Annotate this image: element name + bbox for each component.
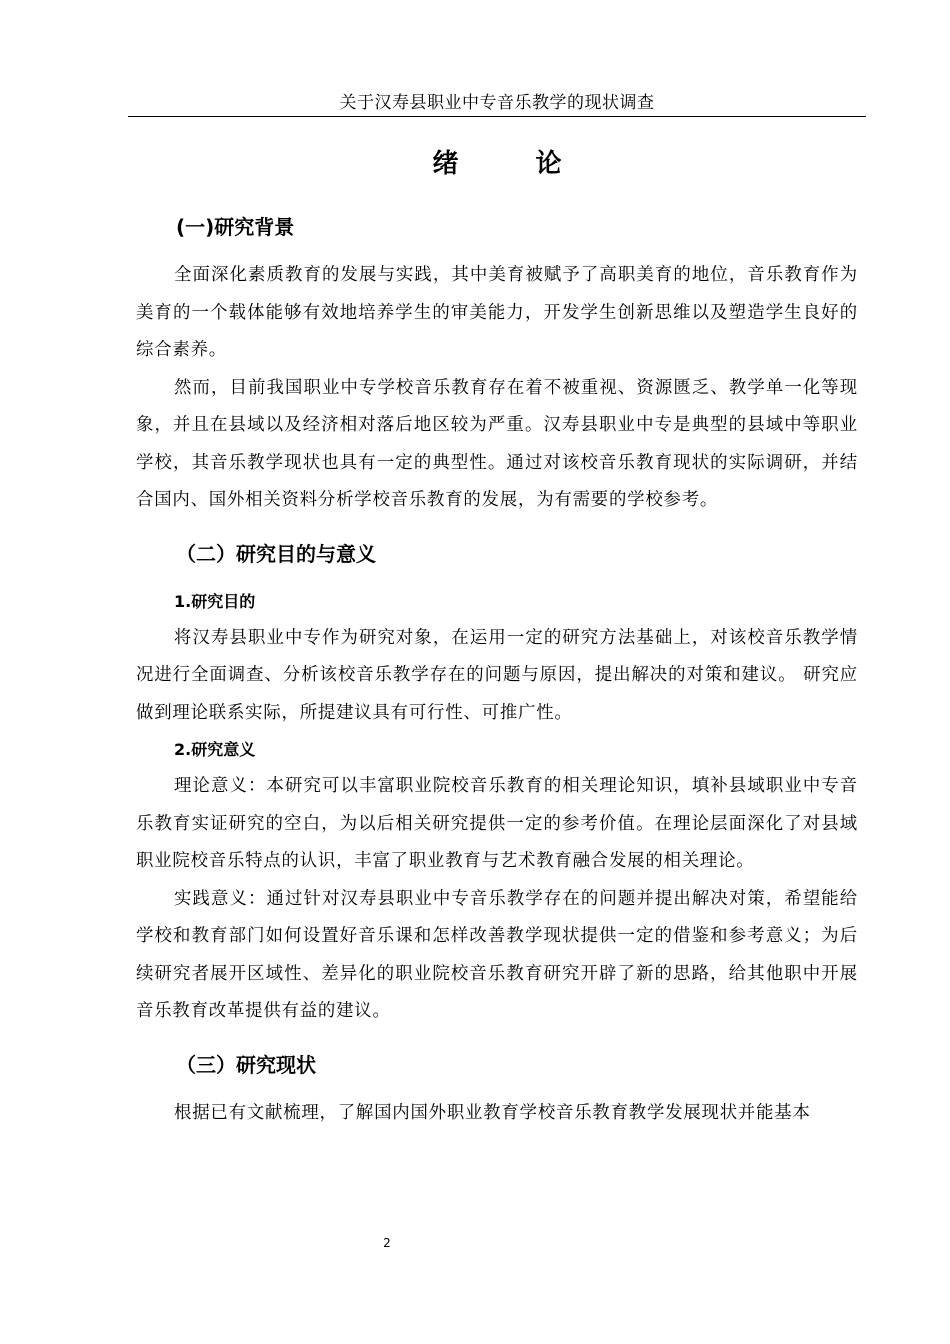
page-number: 2: [383, 1236, 391, 1250]
running-header: 关于汉寿县职业中专音乐教学的现状调查: [339, 93, 655, 113]
document-body: [136, 207, 858, 1132]
paragraph-research-purpose: 将汉寿县职业中专作为研究对象，在运用一定的研究方法基础上，对该校音乐教学情况进行全面调查、分析该校音乐教学存在的问题与原因，提出解决的对策和建议。 研究应做到理论联系实际，所提建议具有可行性、可推广性。: [136, 627, 858, 723]
section-heading-background: (一)研究背景: [176, 215, 295, 239]
paragraph-practical-significance: 实践意义：通过针对汉寿县职业中专音乐教学存在的问题并提出解决对策，希望能给学校和教育部门如何设置好音乐课和怎样改善教学现状提供一定的借鉴和参考意义；为后续研究者展开区域性、差异化的职业院校音乐教育研究开辟了新的思路，给其他职中开展音乐教育改革提供有益的建议。: [136, 888, 858, 1021]
subheading-research-significance: 2.研究意义: [174, 740, 256, 759]
chapter-title: 绪 论: [432, 149, 596, 179]
paragraph-research-status: 根据已有文献梳理，了解国内国外职业教育学校音乐教育教学发展现状并能基本: [174, 1102, 811, 1123]
header-rule: [128, 116, 866, 117]
section-heading-status: （三）研究现状: [176, 1052, 316, 1077]
paragraph-background-1: 全面深化素质教育的发展与实践，其中美育被赋予了高职美育的地位，音乐教育作为美育的一个载体能够有效地培养学生的审美能力，开发学生创新思维以及塑造学生良好的综合素养。: [136, 265, 858, 360]
paragraph-theoretical-significance: 理论意义：本研究可以丰富职业院校音乐教育的相关理论知识，填补县域职业中专音乐教育实证研究的空白，为以后相关研究提供一定的参考价值。在理论层面深化了对县域职业院校音乐特点的认识，丰富了职业教育与艺术教育融合发展的相关理论。: [136, 776, 858, 871]
paragraph-background-2: 然而，目前我国职业中专学校音乐教育存在着不被重视、资源匮乏、教学单一化等现象，并且在县域以及经济相对落后地区较为严重。汉寿县职业中专是典型的县域中等职业学校，其音乐教学现状也具有一定的典型性。通过对该校音乐教育现状的实际调研，并结合国内、国外相关资料分析学校音乐教育的发展，为有需要的学校参考。: [136, 377, 858, 510]
subheading-research-purpose: 1.研究目的: [174, 591, 256, 611]
section-heading-purpose: （二）研究目的与意义: [176, 541, 376, 566]
